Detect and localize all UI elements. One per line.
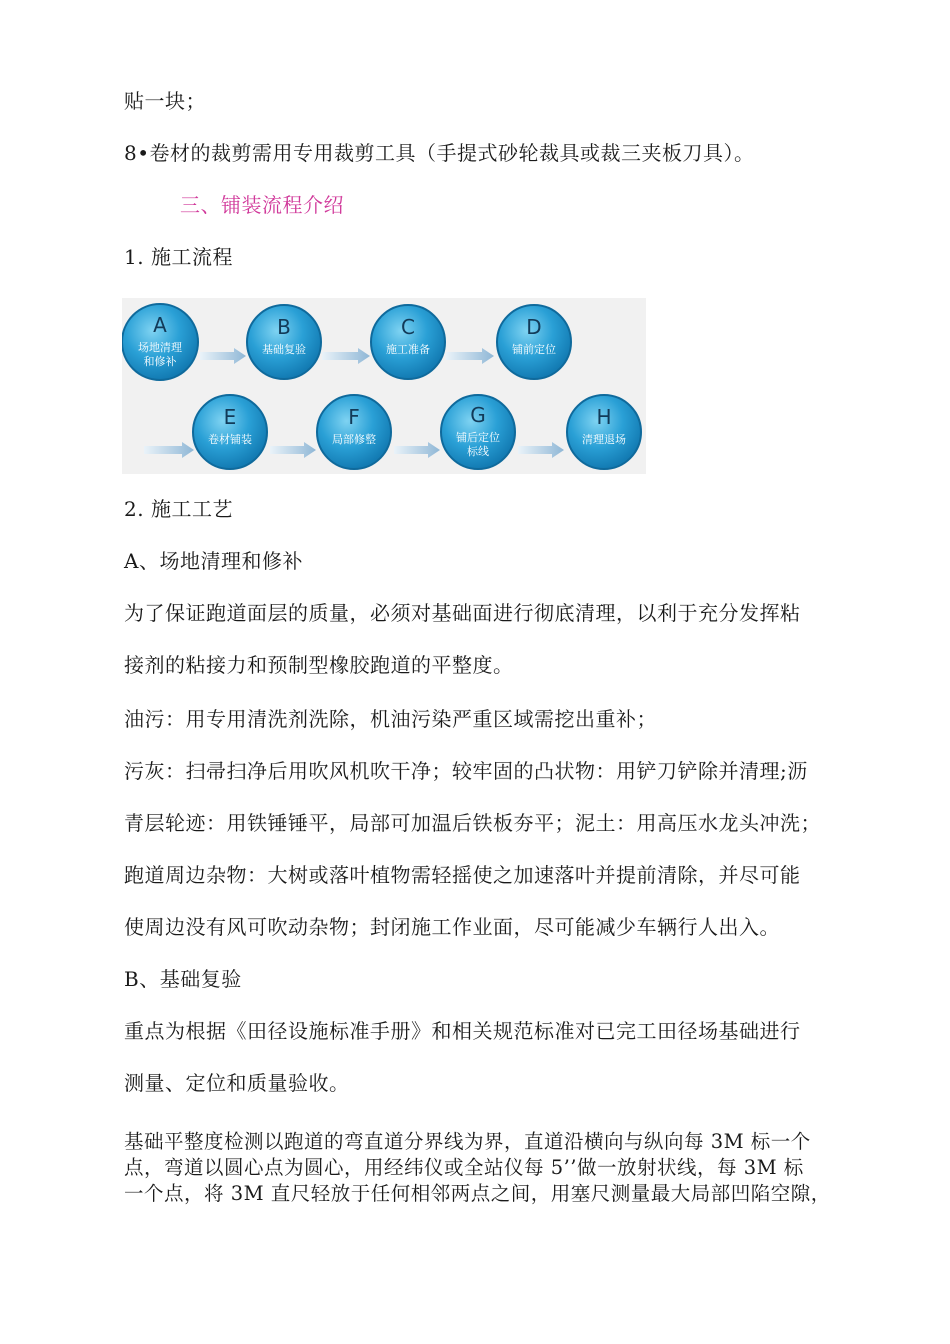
flow-node-b xyxy=(247,305,321,379)
svg-text:清理退场: 清理退场 xyxy=(582,433,626,446)
flow-node-a xyxy=(122,304,198,380)
paragraph-line: 接剂的粘接力和预制型橡胶跑道的平整度。 xyxy=(124,653,514,677)
svg-text:局部修整: 局部修整 xyxy=(332,433,376,446)
svg-text:F: F xyxy=(348,405,360,429)
flow-node-d xyxy=(497,305,571,379)
flow-arrow xyxy=(394,442,440,458)
flow-arrow xyxy=(446,348,494,364)
svg-text:G: G xyxy=(470,403,486,427)
section-heading: 三、铺装流程介绍 xyxy=(180,193,344,217)
paragraph-line: 油污：用专用清洗剂洗除，机油污染严重区域需挖出重补； xyxy=(124,707,657,731)
text-line: 8•卷材的裁剪需用专用裁剪工具（手提式砂轮裁具或裁三夹板刀具）。 xyxy=(124,141,755,165)
flow-arrow xyxy=(518,442,564,458)
paragraph-line: 跑道周边杂物：大树或落叶植物需轻摇使之加速落叶并提前清除，并尽可能 xyxy=(124,863,801,887)
svg-text:基础复验: 基础复验 xyxy=(262,343,306,356)
svg-text:B: B xyxy=(277,315,291,339)
paragraph-line: 测量、定位和质量验收。 xyxy=(124,1071,350,1095)
svg-text:施工准备: 施工准备 xyxy=(386,343,430,356)
svg-text:卷材铺装: 卷材铺装 xyxy=(208,433,252,446)
paragraph-line: 基础平整度检测以跑道的弯直道分界线为界，直道沿横向与纵向每 3M 标一个 xyxy=(124,1130,811,1153)
svg-text:D: D xyxy=(526,315,542,339)
paragraph-line: 青层轮迹：用铁锤锤平，局部可加温后铁板夯平；泥土：用高压水龙头冲洗； xyxy=(124,811,821,835)
paragraph-line: 污灰：扫帚扫净后用吹风机吹干净；较牢固的凸状物：用铲刀铲除并清理;沥 xyxy=(124,759,808,783)
svg-text:H: H xyxy=(596,405,612,429)
svg-text:标线: 标线 xyxy=(467,445,489,458)
subheading: A、场地清理和修补 xyxy=(124,549,303,573)
svg-text:C: C xyxy=(401,315,415,339)
flow-node-e xyxy=(193,395,267,469)
subheading: 1. 施工流程 xyxy=(124,245,233,269)
subheading: 2. 施工工艺 xyxy=(124,497,233,521)
svg-text:铺前定位: 铺前定位 xyxy=(512,343,556,356)
construction-flowchart xyxy=(122,298,646,474)
flow-node-h xyxy=(567,395,641,469)
paragraph-line: 一个点，将 3M 直尺轻放于任何相邻两点之间，用塞尺测量最大局部凹陷空隙， xyxy=(124,1182,831,1205)
flow-node-g xyxy=(441,395,515,469)
svg-text:A: A xyxy=(153,313,167,337)
flow-arrow xyxy=(200,348,246,364)
flowchart-graphic xyxy=(122,298,646,474)
subheading: B、基础复验 xyxy=(124,967,242,991)
svg-text:场地清理: 场地清理 xyxy=(138,341,182,354)
flow-node-f xyxy=(317,395,391,469)
paragraph-line: 为了保证跑道面层的质量，必须对基础面进行彻底清理，以利于充分发挥粘 xyxy=(124,601,801,625)
paragraph-line: 使周边没有风可吹动杂物；封闭施工作业面，尽可能减少车辆行人出入。 xyxy=(124,915,780,939)
svg-text:铺后定位: 铺后定位 xyxy=(456,431,500,444)
paragraph-line: 重点为根据《田径设施标准手册》和相关规范标准对已完工田径场基础进行 xyxy=(124,1019,801,1043)
flow-node-c xyxy=(371,305,445,379)
paragraph-line: 点，弯道以圆心点为圆心，用经纬仪或全站仪每 5’’做一放射状线，每 3M 标 xyxy=(124,1156,804,1179)
text-line: 贴一块； xyxy=(124,89,206,113)
flow-arrow xyxy=(322,348,370,364)
flow-arrow xyxy=(144,442,194,458)
flow-arrow xyxy=(270,442,316,458)
svg-text:E: E xyxy=(223,405,237,429)
svg-text:和修补: 和修补 xyxy=(143,355,177,368)
